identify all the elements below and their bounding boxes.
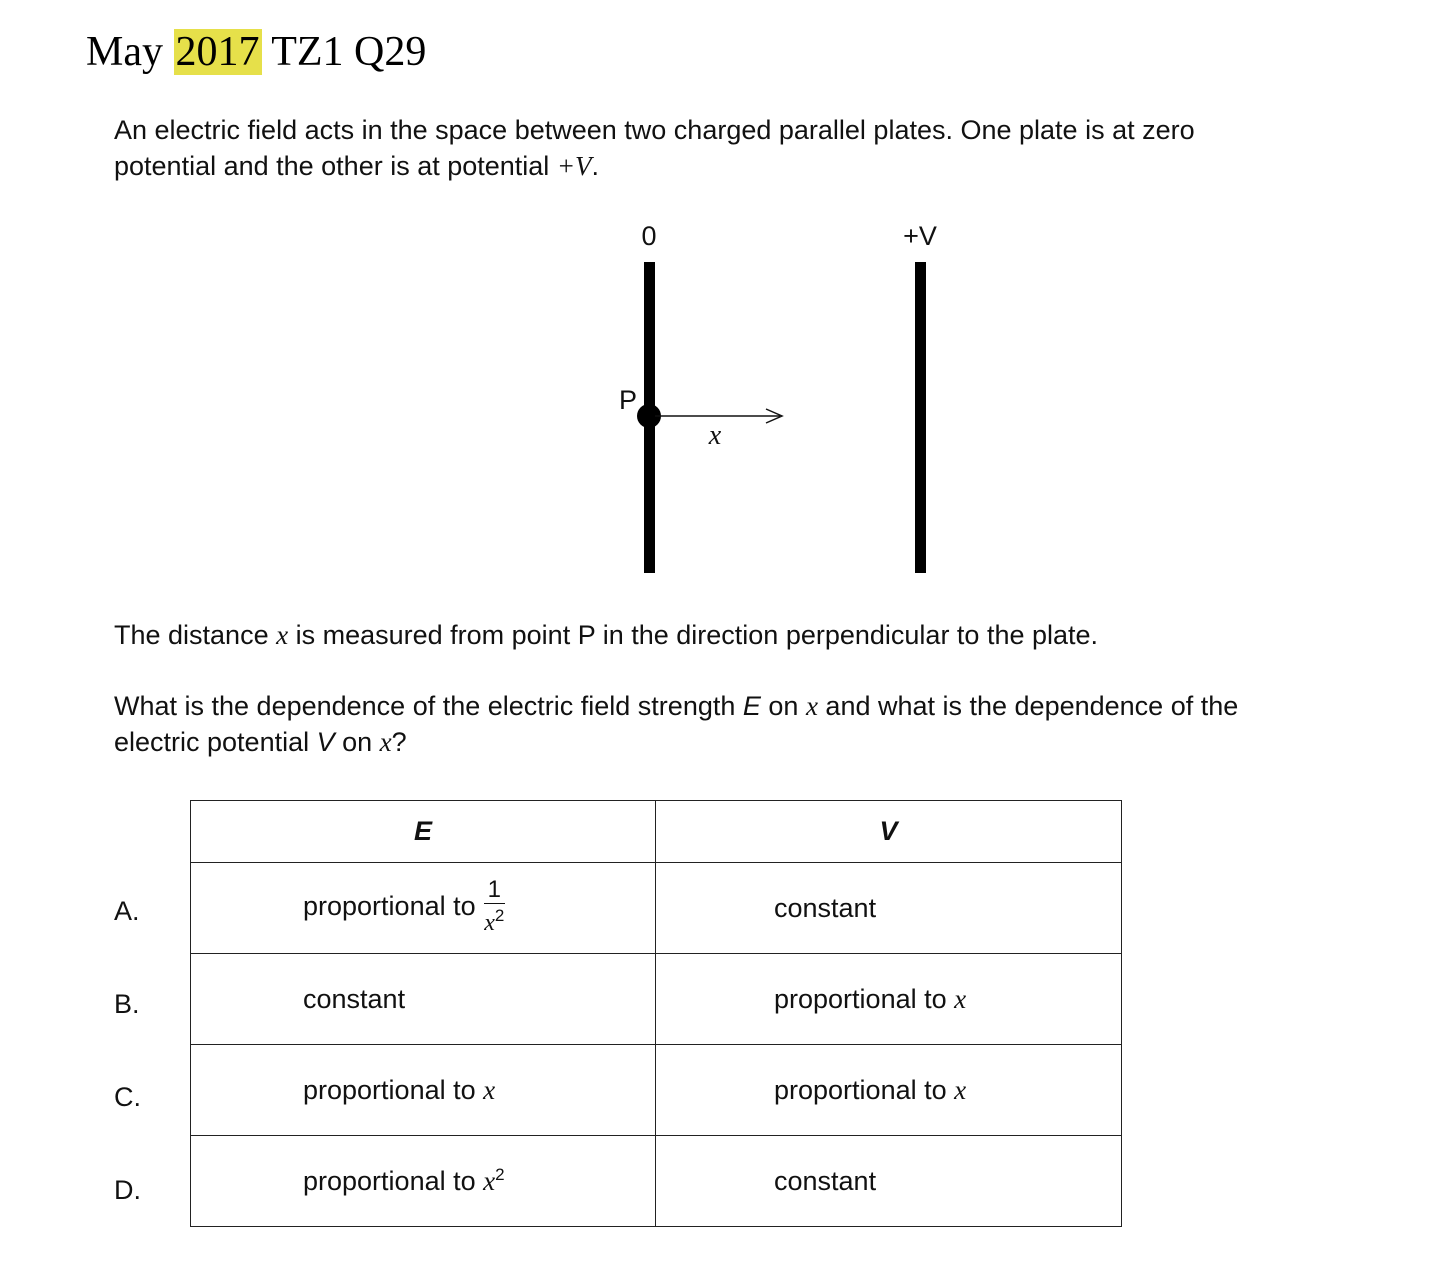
option-c-letter[interactable]: C. [114, 1082, 141, 1112]
option-b-e: constant [191, 954, 656, 1045]
intro-paragraph [114, 112, 1195, 184]
header-e: E [191, 801, 656, 863]
option-a-letter[interactable]: A. [114, 896, 140, 926]
option-d-v: constant [656, 1136, 1122, 1227]
option-d-letter[interactable]: D. [114, 1175, 141, 1205]
option-b-v: proportional to x [656, 954, 1122, 1045]
point-p-label: P [618, 385, 638, 415]
option-a-e: proportional to $\frac{1}{x^2}$ [191, 863, 656, 954]
option-c-v: proportional to x [656, 1045, 1122, 1136]
option-c-e: proportional to x [191, 1045, 656, 1136]
question-line-2: electric potential V on x? [114, 727, 407, 757]
parallel-plates-diagram [590, 212, 950, 592]
question-line-1: What is the dependence of the electric field strength E on x and what is the dependence of the [114, 691, 1239, 721]
table-row-c[interactable] [191, 1045, 1122, 1136]
title-session: TZ1 Q29 [271, 29, 427, 75]
right-plate [915, 262, 926, 573]
left-plate-label: 0 [641, 221, 657, 251]
question-text [114, 688, 1238, 760]
table-header-row [191, 801, 1122, 863]
distance-x-label: x [708, 420, 722, 451]
potential-symbol: +V [556, 151, 592, 181]
option-d-e: proportional to $x^2$ [191, 1136, 656, 1227]
header-v: V [656, 801, 1122, 863]
intro-line-1: An electric field acts in the space between two charged parallel plates. One plate is at zero [114, 115, 1195, 145]
question-title [86, 28, 426, 76]
right-plate-label: +V [903, 221, 937, 251]
title-month: May [86, 29, 163, 75]
title-year-highlight: 2017 [175, 29, 260, 75]
distance-description: The distance x is measured from point P in the direction perpendicular to the plate. [114, 620, 1099, 650]
table-row-b[interactable] [191, 954, 1122, 1045]
answer-table [190, 800, 1122, 1227]
option-b-letter[interactable]: B. [114, 989, 140, 1019]
fraction-one-over-x-squared: $\frac{1}{x^2}$ [484, 876, 505, 936]
table-row-a[interactable] [191, 863, 1122, 954]
intro-line-2: potential and the other is at potential +V. [114, 151, 600, 181]
table-row-d[interactable] [191, 1136, 1122, 1227]
option-a-v: constant [656, 863, 1122, 954]
